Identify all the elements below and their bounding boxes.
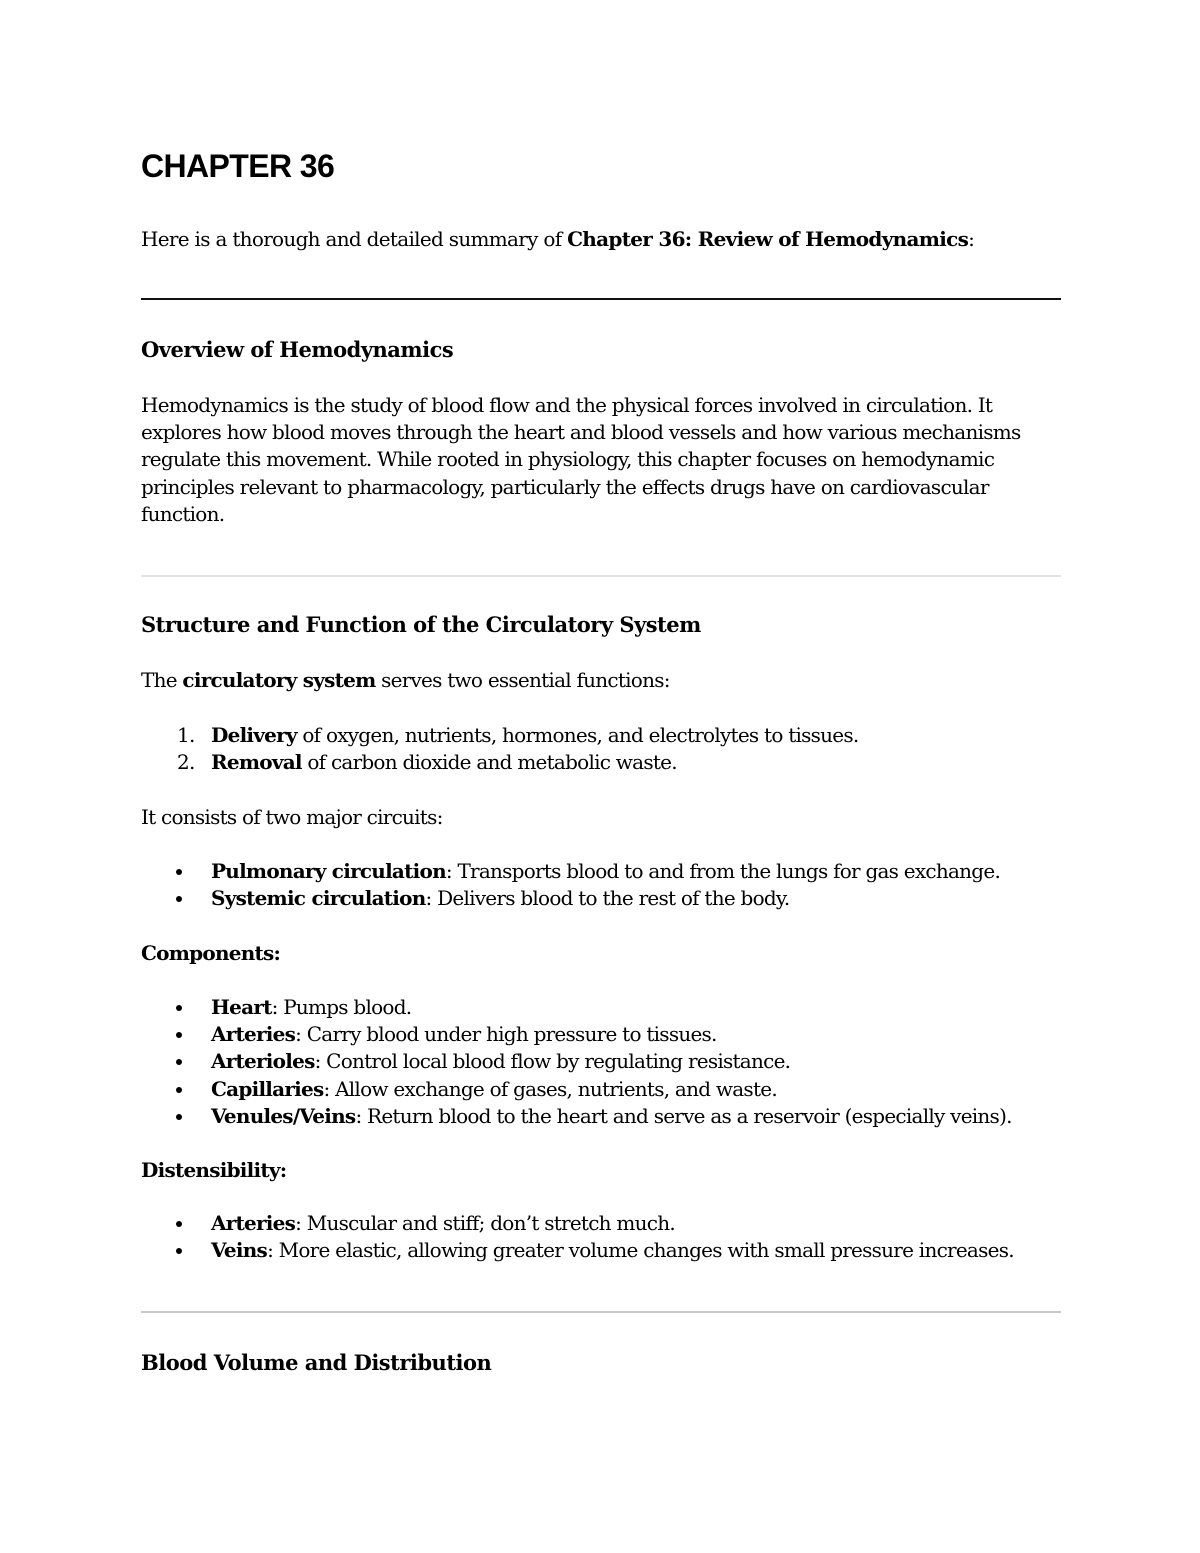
list-item [141, 1210, 1061, 1237]
distensibility-list [141, 1210, 1061, 1264]
section-heading-structure: Structure and Function of the Circulatory System [141, 612, 701, 637]
bullet-icon [176, 1087, 182, 1093]
list-term: Capillaries [211, 1076, 324, 1101]
list-text: : Allow exchange of gases, nutrients, and waste. [323, 1076, 777, 1101]
list-text: : Control local blood flow by regulating resistance. [314, 1049, 791, 1074]
bullet-icon [176, 896, 182, 902]
list-item [141, 1048, 1061, 1075]
list-text: : Delivers blood to the rest of the body. [425, 886, 790, 911]
list-term: Removal [211, 750, 302, 775]
circuits-list [141, 858, 1061, 912]
circuits-intro: It consists of two major circuits: [141, 805, 443, 829]
list-text: : More elastic, allowing greater volume changes with small pressure increases. [267, 1238, 1014, 1263]
circulatory-intro [141, 667, 670, 694]
list-number: 1. [177, 723, 195, 747]
list-term: Arteries [211, 1022, 296, 1047]
list-term: Veins [211, 1238, 268, 1263]
list-term: Arteries [211, 1211, 296, 1235]
list-item [141, 1237, 1061, 1264]
divider-rule [141, 1311, 1061, 1313]
list-item [141, 749, 1061, 776]
functions-list [141, 722, 1061, 776]
list-text: : Muscular and stiff; don’t stretch much. [295, 1211, 675, 1235]
circulatory-intro-prefix: The [141, 668, 183, 692]
intro-bold-title: Chapter 36: Review of Hemodynamics [567, 227, 969, 251]
section-heading-overview: Overview of Hemodynamics [141, 337, 454, 362]
section-heading-blood-volume: Blood Volume and Distribution [141, 1350, 492, 1375]
chapter-title: CHAPTER 36 [141, 148, 335, 184]
list-text: of oxygen, nutrients, hormones, and electrolytes to tissues. [296, 723, 859, 747]
list-text: of carbon dioxide and metabolic waste. [301, 750, 677, 775]
overview-line: principles relevant to pharmacology, particularly the effects drugs have on cardiovascular [141, 474, 989, 499]
overview-line: explores how blood moves through the heart and blood vessels and how various mechanisms [141, 420, 1021, 445]
overview-line: Hemodynamics is the study of blood flow and the physical forces involved in circulation. It [141, 393, 993, 417]
components-heading: Components: [141, 941, 281, 965]
list-item [141, 1021, 1061, 1048]
list-text: : Transports blood to and from the lungs for gas exchange. [445, 859, 1001, 883]
list-item [141, 994, 1061, 1021]
bullet-icon [176, 1059, 182, 1065]
list-text: : Pumps blood. [271, 995, 412, 1019]
circulatory-intro-term: circulatory system [182, 668, 376, 692]
intro-sentence [141, 226, 974, 253]
list-term: Systemic circulation [211, 886, 426, 911]
distensibility-heading: Distensibility: [141, 1158, 287, 1182]
list-item [141, 858, 1061, 885]
bullet-icon [176, 1032, 182, 1038]
circulatory-intro-suffix: serves two essential functions: [375, 668, 670, 692]
list-item [141, 1103, 1061, 1130]
bullet-icon [176, 869, 182, 875]
list-text: : Carry blood under high pressure to tissues. [295, 1022, 717, 1047]
overview-paragraph [141, 392, 1041, 528]
divider-rule [141, 575, 1061, 577]
list-text: : Return blood to the heart and serve as a reservoir (especially veins). [355, 1103, 1012, 1128]
list-term: Delivery [211, 723, 297, 747]
intro-prefix: Here is a thorough and detailed summary of [141, 227, 568, 251]
bullet-icon [176, 1005, 182, 1011]
list-term: Arterioles [211, 1049, 315, 1074]
list-item [141, 722, 1061, 749]
overview-line: regulate this movement. While rooted in physiology, this chapter focuses on hemodynamic [141, 447, 995, 472]
list-number: 2. [177, 750, 195, 775]
bullet-icon [176, 1114, 182, 1120]
list-item [141, 1076, 1061, 1103]
divider-rule [141, 298, 1061, 300]
components-list [141, 994, 1061, 1130]
list-term: Heart [211, 995, 272, 1019]
list-term: Venules/Veins [211, 1103, 356, 1128]
list-term: Pulmonary circulation [211, 859, 446, 883]
bullet-icon [176, 1221, 182, 1227]
overview-line: function. [141, 501, 225, 526]
intro-suffix: : [968, 227, 975, 251]
bullet-icon [176, 1248, 182, 1254]
list-item [141, 885, 1061, 912]
